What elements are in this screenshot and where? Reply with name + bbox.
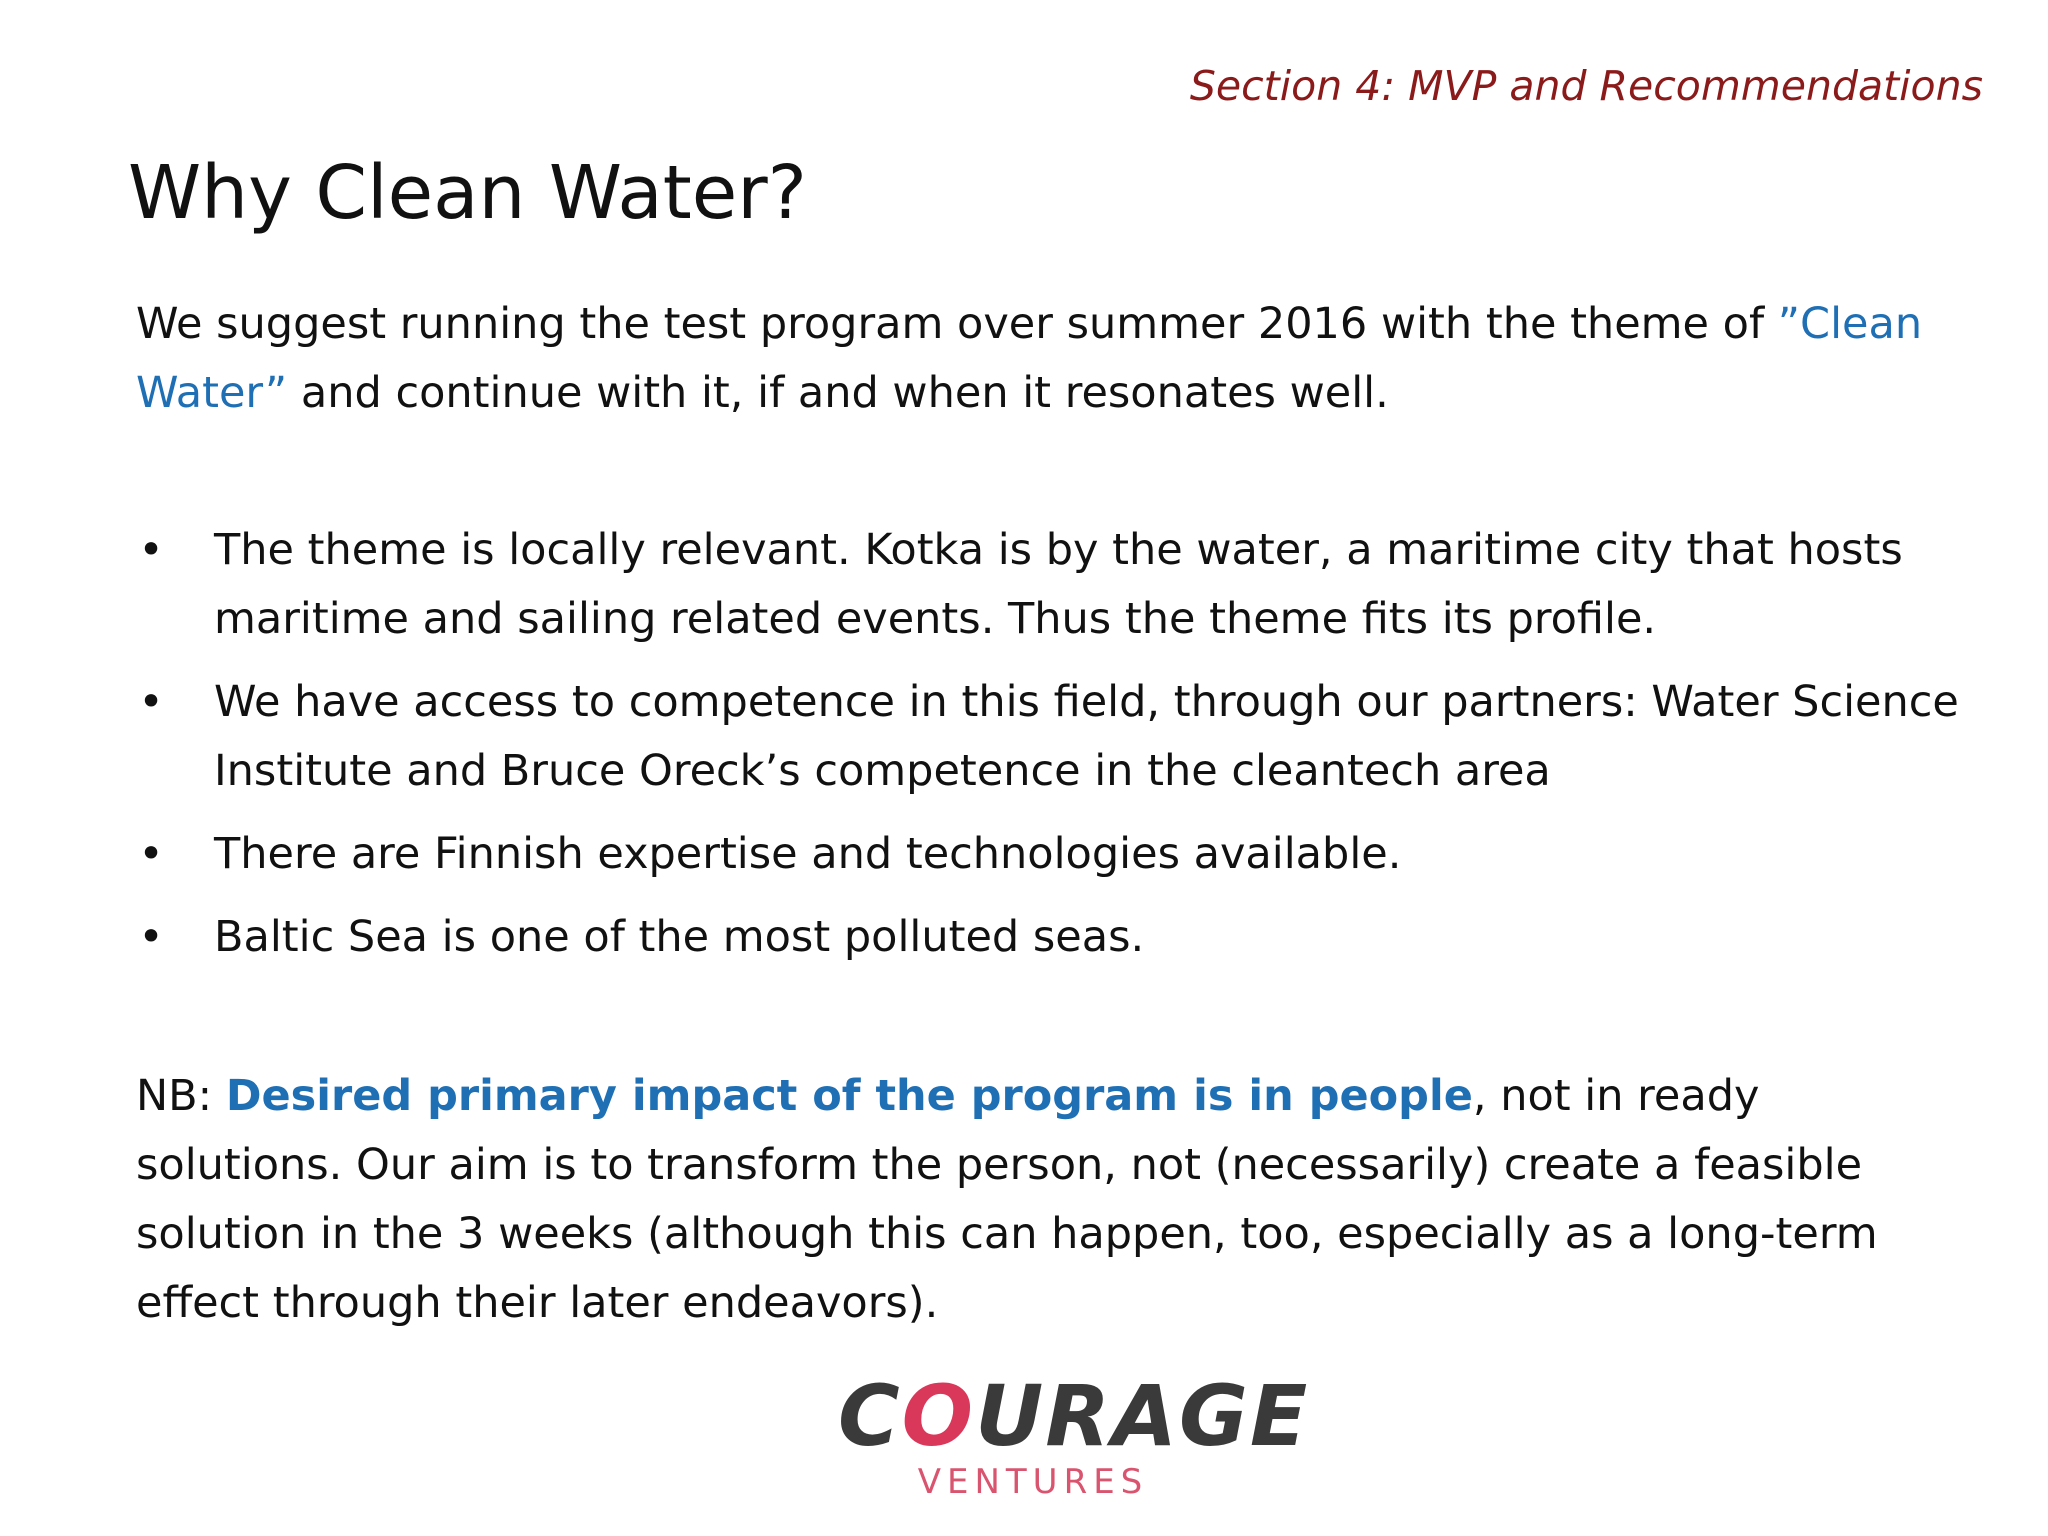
- note-text: , not in ready solutions. Our aim is to transform the person, not (necessarily) create a feasible solution in the 3 weeks (although this can happen, too, especially as a long-term effect through their later endeavors).: [136, 1071, 1878, 1328]
- intro-paragraph: [136, 290, 1956, 428]
- intro-text-start: We suggest running the test program over summer 2016 with the theme of: [136, 299, 1778, 349]
- intro-text-end: and continue with it, if and when it resonates well.: [287, 368, 1389, 418]
- logo-letter-o: O: [901, 1367, 976, 1465]
- list-item: [136, 516, 1966, 654]
- list-item: [136, 903, 1966, 972]
- list-item-text: There are Finnish expertise and technologies available.: [214, 829, 1402, 879]
- bullet-icon: •: [138, 677, 164, 727]
- bullet-icon: •: [138, 525, 164, 575]
- intro-highlight: ”Clean Water”: [136, 299, 1923, 418]
- list-item-text: The theme is locally relevant. Kotka is by the water, a maritime city that hosts maritime and sailing related events. Thus the theme fits its profile.: [214, 525, 1903, 644]
- logo-letters-rest: URAGE: [975, 1367, 1310, 1465]
- note-prefix: NB:: [136, 1071, 226, 1121]
- note-highlight: Desired primary impact of the program is in people: [225, 1071, 1473, 1121]
- reasons-list: [136, 516, 1966, 986]
- courage-ventures-logo: [838, 1367, 1310, 1520]
- page-title: Why Clean Water?: [128, 150, 807, 236]
- list-item-text: We have access to competence in this field, through our partners: Water Science Institute and Bruce Oreck’s competence in the cleantech area: [214, 677, 1959, 796]
- logo-letter-c: C: [838, 1367, 902, 1465]
- list-item: [136, 668, 1966, 806]
- bullet-icon: •: [138, 912, 164, 962]
- logo-subtitle: VENTURES: [917, 1462, 1149, 1502]
- list-item-text: Baltic Sea is one of the most polluted seas.: [214, 912, 1145, 962]
- section-label: Section 4: MVP and Recommendations: [1189, 62, 1983, 110]
- note-paragraph: [136, 1062, 1976, 1338]
- bullet-icon: •: [138, 829, 164, 879]
- list-item: [136, 820, 1966, 889]
- logo-wordmark: [838, 1367, 1310, 1465]
